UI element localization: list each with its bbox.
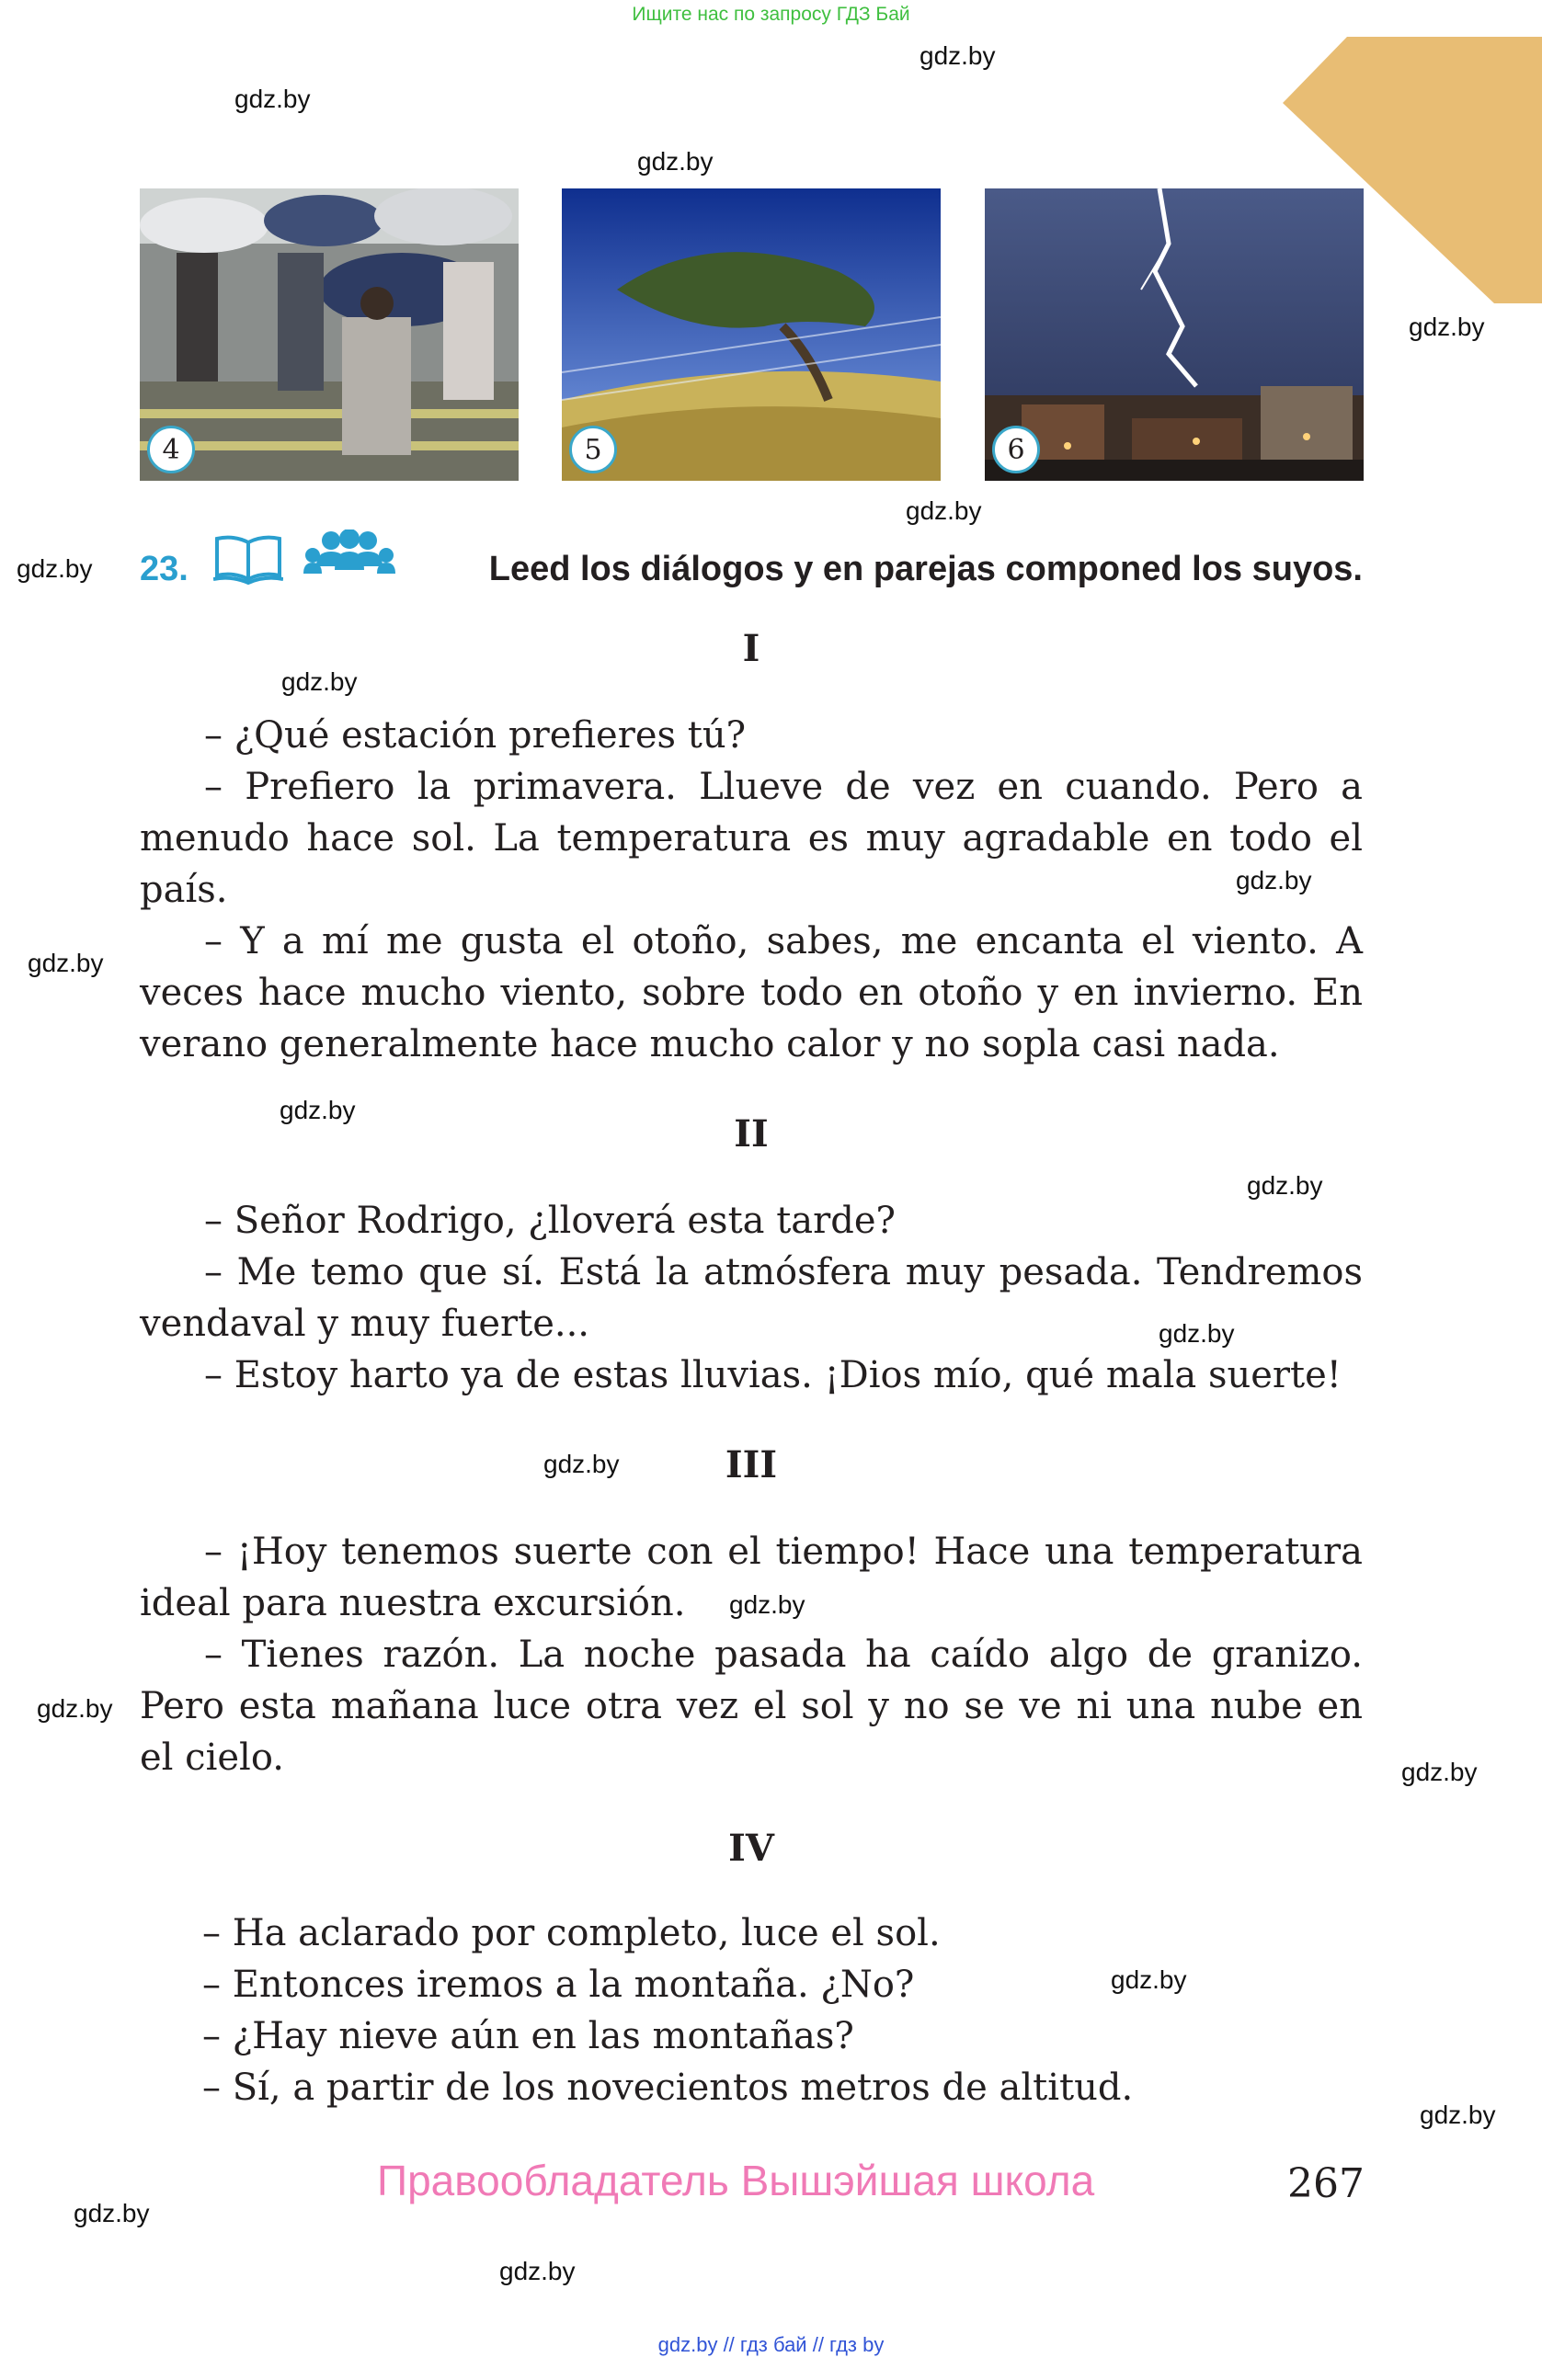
- dialogue-line: – ¿Qué estación prefieres tú?: [204, 714, 747, 757]
- dialogue-line: – Ha aclarado por completo, luce el sol.: [202, 1912, 941, 1954]
- task-heading: [140, 528, 1363, 610]
- photo-lightning: [985, 188, 1364, 481]
- watermark: gdz.by: [17, 554, 93, 583]
- photo-rain-umbrellas: [140, 188, 519, 481]
- watermark: gdz.by: [74, 2199, 150, 2227]
- dialogue-line: – Sí, a partir de los novecientos metros de altitud.: [202, 2067, 1134, 2109]
- dialogue-heading: III: [725, 1443, 778, 1486]
- watermark: gdz.by: [1420, 2101, 1496, 2129]
- dialogue-line: – Estoy harto ya de estas lluvias. ¡Dios mío, qué mala suerte!: [204, 1354, 1342, 1396]
- watermark: gdz.by: [906, 496, 982, 525]
- watermark: gdz.by: [37, 1694, 113, 1723]
- dialogue-line: – ¡Hoy tenemos suerte con el tiempo! Hace una temperatura ideal para nuestra excursión.: [140, 1531, 1363, 1624]
- photo-wind-tree: [562, 188, 941, 481]
- watermark: gdz.by: [1409, 313, 1485, 341]
- dialogue-line: – Tienes razón. La noche pasada ha caído algo de granizo. Pero esta mañana luce otra vez el sol y no se ve ni una nube en el cielo.: [140, 1634, 1363, 1779]
- dialogue-line: – Prefiero la primavera. Llueve de vez en cuando. Pero a menudo hace sol. La temperatura es muy agradable en todo el país.: [140, 766, 1363, 911]
- dialogue-line: – Y a mí me gusta el otoño, sabes, me encanta el viento. A veces hace mucho viento, sobre todo en otoño y en invierno. En verano generalmente hace mucho calor y no sopla casi nada.: [140, 920, 1363, 1065]
- dialogue-line: – ¿Hay nieve aún en las montañas?: [202, 2015, 854, 2057]
- photo-number-badge: 5: [569, 426, 617, 473]
- watermark: gdz.by: [543, 1450, 620, 1478]
- task-instruction: Leed los diálogos y en parejas componed los suyos.: [488, 550, 1363, 588]
- watermark: gdz.by: [637, 147, 714, 176]
- watermark: gdz.by: [1111, 1965, 1187, 1994]
- watermark: gdz.by: [234, 85, 311, 113]
- book-icon: [213, 533, 283, 585]
- dialogue-line: – Me temo que sí. Está la atmósfera muy pesada. Tendremos vendaval y muy fuerte...: [140, 1251, 1363, 1345]
- footer-links[interactable]: gdz.by // гдз бай // гдз by: [657, 2333, 885, 2356]
- page-number: 267: [1287, 2160, 1365, 2207]
- dialogue-heading: IV: [728, 1827, 774, 1870]
- group-icon: [303, 530, 395, 585]
- watermark: gdz.by: [280, 1096, 356, 1124]
- photo-number-badge: 4: [147, 426, 195, 473]
- watermark: gdz.by: [729, 1590, 805, 1619]
- dialogue-heading: II: [734, 1112, 769, 1156]
- task-number: 23.: [140, 550, 188, 588]
- dialogue-line: – Señor Rodrigo, ¿lloverá esta tarde?: [204, 1200, 896, 1242]
- dialogue-heading: I: [742, 627, 760, 670]
- photo-number-badge: 6: [992, 426, 1040, 473]
- watermark: gdz.by: [1247, 1171, 1323, 1200]
- watermark: gdz.by: [1401, 1758, 1478, 1786]
- copyright-notice: Правообладатель Вышэйшая школа: [377, 2157, 1095, 2204]
- watermark: gdz.by: [919, 41, 996, 70]
- watermark: gdz.by: [281, 667, 358, 696]
- watermark: gdz.by: [499, 2257, 576, 2285]
- dialogue-line: – Entonces iremos a la montaña. ¿No?: [202, 1964, 915, 2006]
- top-banner: Ищите нас по запросу ГДЗ Бай: [632, 4, 910, 25]
- watermark: gdz.by: [1236, 866, 1312, 894]
- watermark: gdz.by: [28, 949, 104, 977]
- watermark: gdz.by: [1159, 1319, 1235, 1348]
